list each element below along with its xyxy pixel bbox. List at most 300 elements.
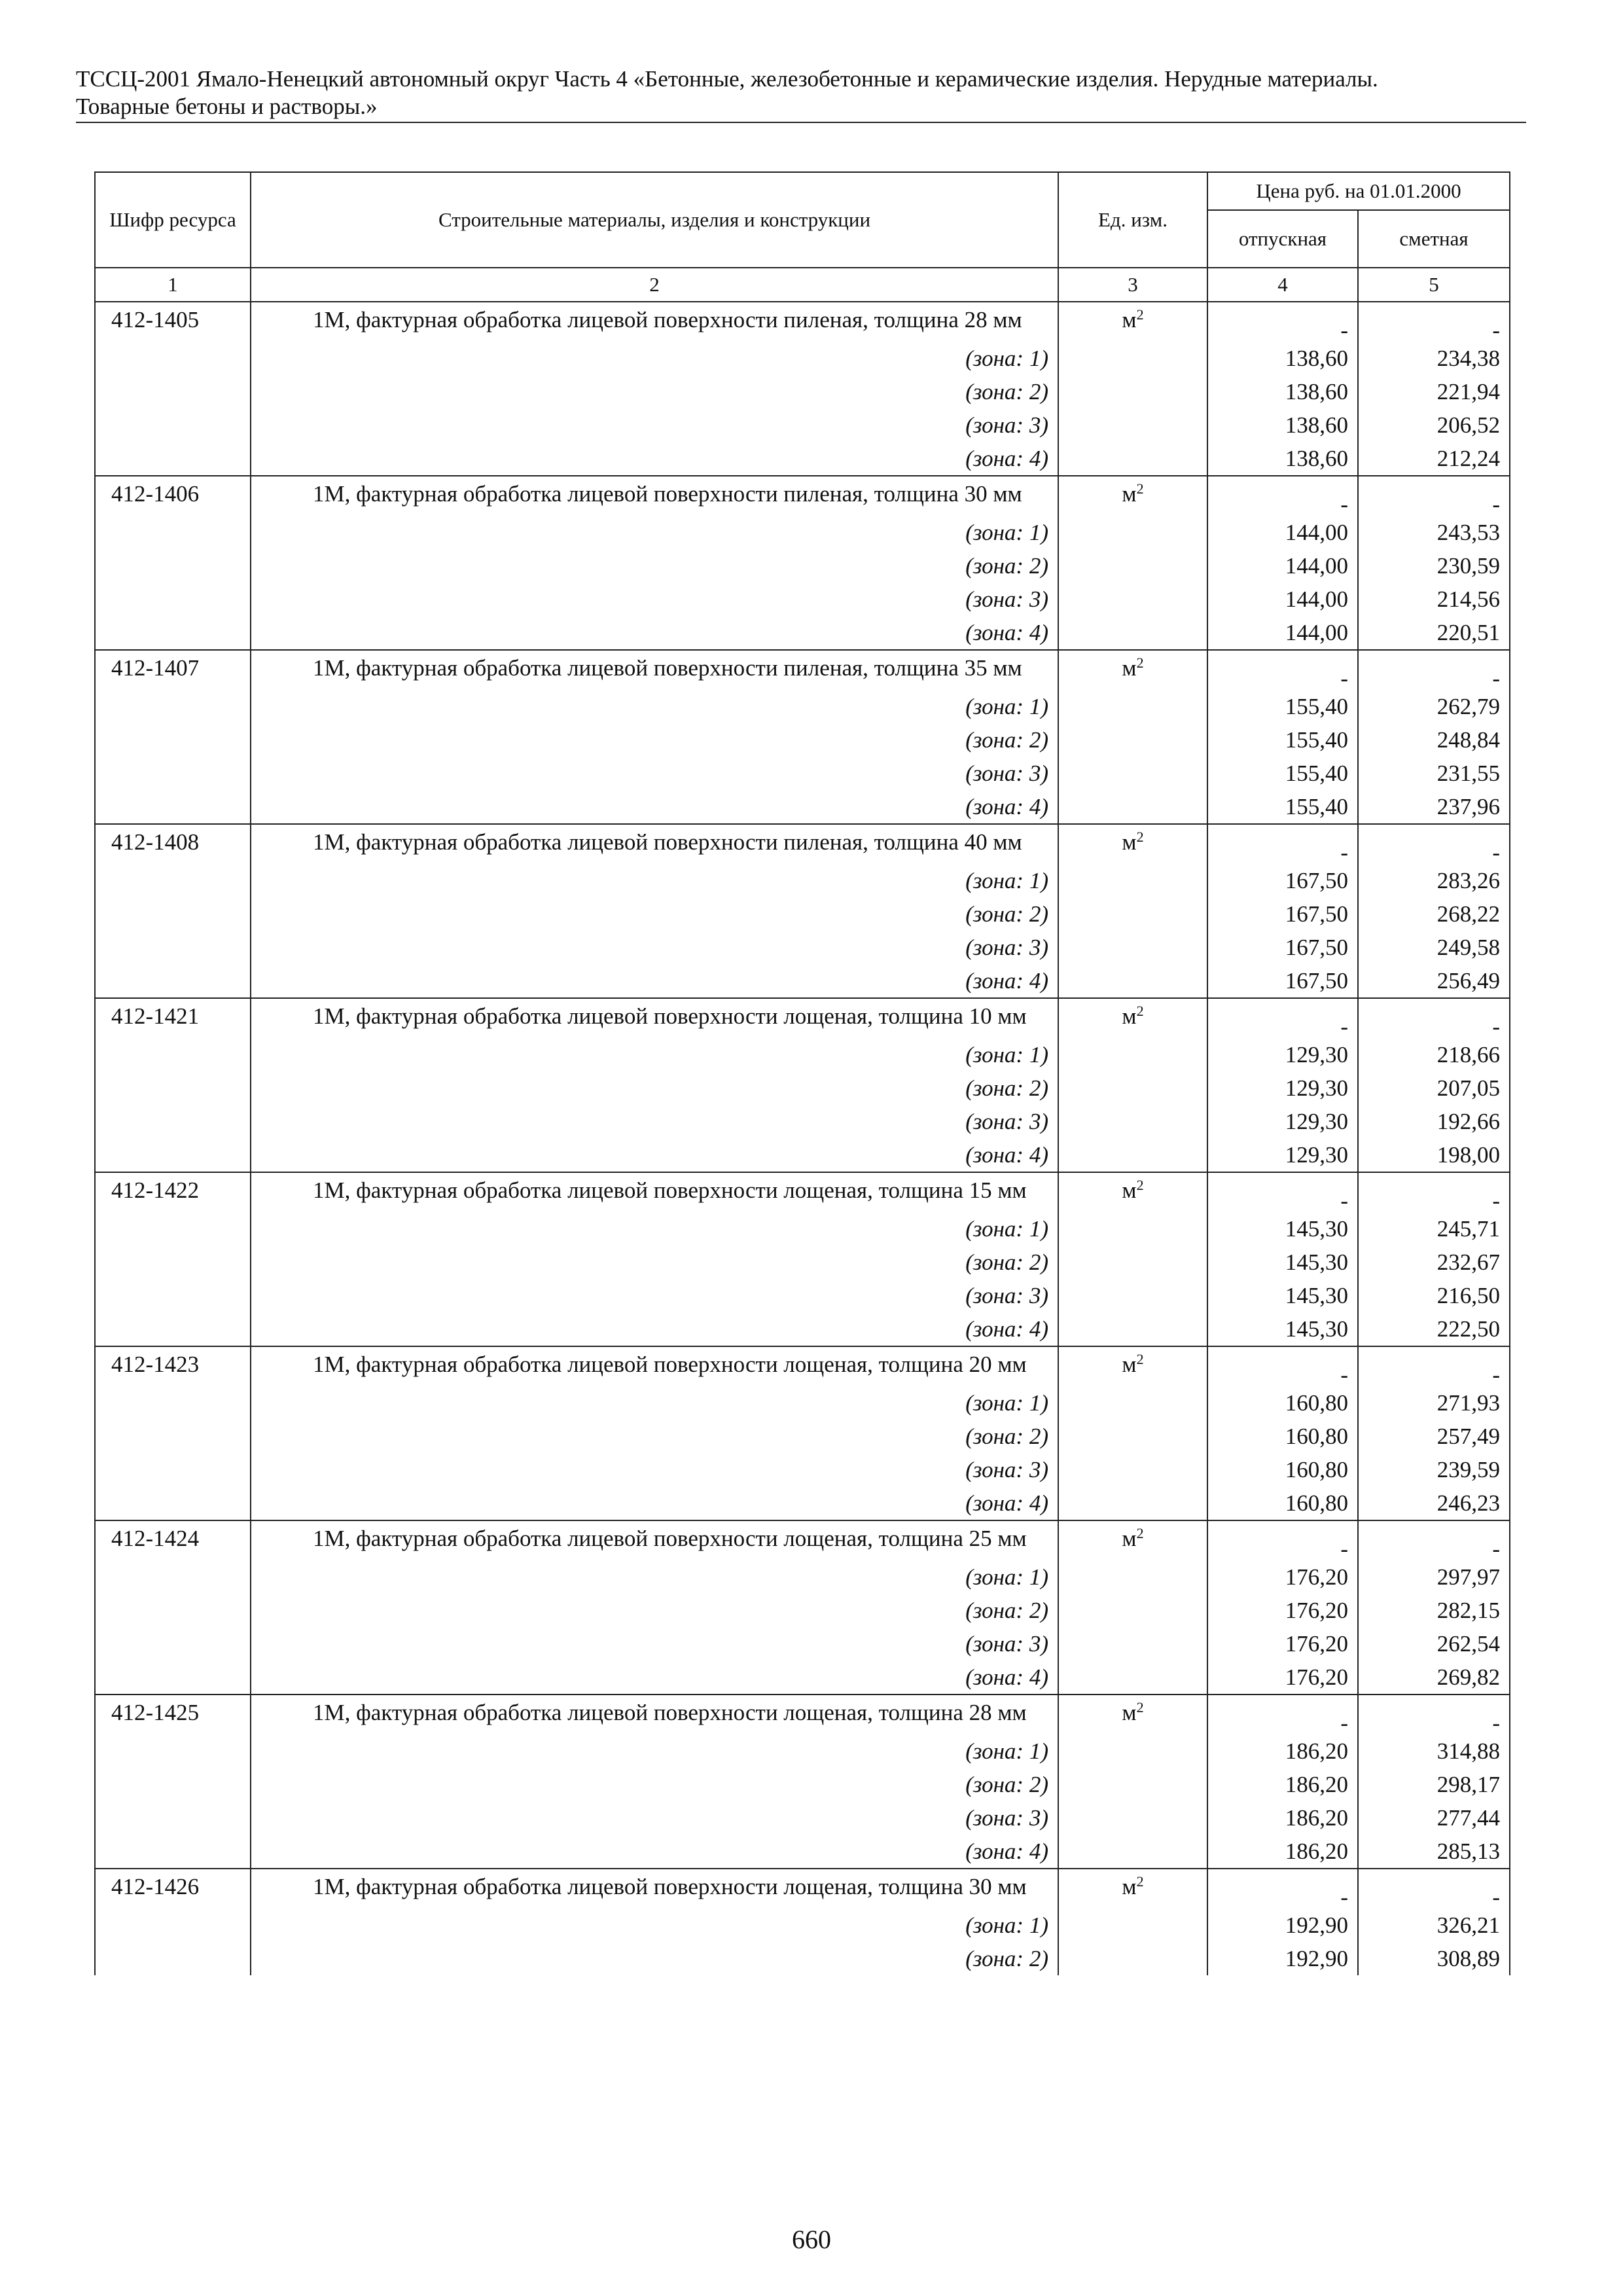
zone-code-blank (95, 1246, 251, 1279)
resource-code: 412-1407 (95, 650, 251, 690)
zone-unit-blank (1058, 1246, 1207, 1279)
zone-release-price: 145,30 (1207, 1212, 1358, 1246)
unit-base: м (1122, 481, 1137, 507)
unit-base: м (1122, 307, 1137, 332)
head-release-price: отпускная (1207, 210, 1358, 268)
unit-base: м (1122, 1700, 1137, 1725)
zone-label: (зона: 1) (251, 864, 1058, 897)
resource-row (95, 1520, 1510, 1560)
zone-label: (зона: 4) (251, 1138, 1058, 1172)
resource-name-cell (251, 1695, 1058, 1734)
zone-estimate-price: 256,49 (1358, 964, 1510, 998)
resource-code: 412-1406 (95, 476, 251, 516)
zone-release-price: 186,20 (1207, 1768, 1358, 1801)
zone-label: (зона: 1) (251, 1909, 1058, 1942)
zone-row (95, 375, 1510, 408)
zone-label: (зона: 1) (251, 690, 1058, 723)
estimate-price-blank: - (1358, 1346, 1510, 1386)
zone-label: (зона: 3) (251, 1453, 1058, 1486)
zone-release-price: 167,50 (1207, 864, 1358, 897)
zone-estimate-price: 326,21 (1358, 1909, 1510, 1942)
resource-code: 412-1422 (95, 1172, 251, 1212)
resource-code: 412-1424 (95, 1520, 251, 1560)
zone-row (95, 1942, 1510, 1975)
resource-name-cell (251, 824, 1058, 864)
estimate-price-blank: - (1358, 302, 1510, 342)
zone-label: (зона: 4) (251, 1486, 1058, 1520)
zone-row (95, 516, 1510, 549)
zone-release-price: 138,60 (1207, 375, 1358, 408)
zone-code-blank (95, 1212, 251, 1246)
price-table (94, 171, 1510, 1975)
unit-exponent: 2 (1136, 1003, 1144, 1019)
zone-code-blank (95, 790, 251, 824)
zone-row (95, 1453, 1510, 1486)
unit-base: м (1122, 655, 1137, 681)
resource-block (95, 1172, 1510, 1346)
zone-label: (зона: 4) (251, 442, 1058, 476)
zone-estimate-price: 243,53 (1358, 516, 1510, 549)
unit-cell (1058, 650, 1207, 690)
unit-cell (1058, 1520, 1207, 1560)
zone-estimate-price: 232,67 (1358, 1246, 1510, 1279)
unit-exponent: 2 (1136, 1873, 1144, 1890)
zone-label: (зона: 3) (251, 931, 1058, 964)
header-line-2: Товарные бетоны и растворы.» (76, 94, 378, 119)
resource-block (95, 1869, 1510, 1975)
zone-code-blank (95, 1942, 251, 1975)
zone-code-blank (95, 342, 251, 375)
estimate-price-blank: - (1358, 1520, 1510, 1560)
resource-name-cell (251, 1869, 1058, 1909)
zone-release-price: 129,30 (1207, 1071, 1358, 1105)
zone-release-price: 155,40 (1207, 690, 1358, 723)
zone-release-price: 167,50 (1207, 931, 1358, 964)
zone-estimate-price: 237,96 (1358, 790, 1510, 824)
zone-row (95, 1768, 1510, 1801)
resource-name: 1М, фактурная обработка лицевой поверхности лощеная, толщина 10 мм (313, 1003, 1027, 1029)
zone-code-blank (95, 1768, 251, 1801)
col-number-1: 1 (95, 268, 251, 302)
zone-unit-blank (1058, 723, 1207, 757)
unit-exponent: 2 (1136, 306, 1144, 323)
zone-label: (зона: 1) (251, 342, 1058, 375)
zone-code-blank (95, 1909, 251, 1942)
zone-release-price: 176,20 (1207, 1627, 1358, 1660)
zone-row (95, 1627, 1510, 1660)
zone-unit-blank (1058, 1734, 1207, 1768)
zone-release-price: 129,30 (1207, 1138, 1358, 1172)
zone-unit-blank (1058, 1627, 1207, 1660)
zone-row (95, 1909, 1510, 1942)
zone-estimate-price: 245,71 (1358, 1212, 1510, 1246)
zone-code-blank (95, 1138, 251, 1172)
zone-release-price: 176,20 (1207, 1660, 1358, 1695)
zone-code-blank (95, 1386, 251, 1420)
zone-code-blank (95, 408, 251, 442)
zone-code-blank (95, 757, 251, 790)
zone-unit-blank (1058, 442, 1207, 476)
zone-unit-blank (1058, 690, 1207, 723)
zone-row (95, 1105, 1510, 1138)
zone-release-price: 167,50 (1207, 964, 1358, 998)
zone-estimate-price: 231,55 (1358, 757, 1510, 790)
resource-name: 1М, фактурная обработка лицевой поверхности пиленая, толщина 28 мм (313, 307, 1022, 332)
resource-block (95, 998, 1510, 1172)
unit-cell (1058, 1172, 1207, 1212)
zone-code-blank (95, 1312, 251, 1346)
zone-unit-blank (1058, 549, 1207, 583)
zone-release-price: 138,60 (1207, 442, 1358, 476)
zone-row (95, 864, 1510, 897)
zone-row (95, 690, 1510, 723)
zone-unit-blank (1058, 1942, 1207, 1975)
zone-label: (зона: 2) (251, 1594, 1058, 1627)
zone-code-blank (95, 1560, 251, 1594)
resource-name-cell (251, 1520, 1058, 1560)
header-line-1: ТССЦ-2001 Ямало-Ненецкий автономный округ Часть 4 «Бетонные, железобетонные и керамические изделия. Нерудные материалы. (76, 66, 1378, 92)
zone-code-blank (95, 1071, 251, 1105)
zone-unit-blank (1058, 1486, 1207, 1520)
zone-estimate-price: 230,59 (1358, 549, 1510, 583)
zone-release-price: 145,30 (1207, 1312, 1358, 1346)
resource-row (95, 302, 1510, 342)
resource-name: 1М, фактурная обработка лицевой поверхности лощеная, толщина 15 мм (313, 1177, 1027, 1203)
estimate-price-blank: - (1358, 650, 1510, 690)
zone-estimate-price: 277,44 (1358, 1801, 1510, 1835)
zone-estimate-price: 282,15 (1358, 1594, 1510, 1627)
zone-unit-blank (1058, 1660, 1207, 1695)
resource-row (95, 1346, 1510, 1386)
zone-estimate-price: 271,93 (1358, 1386, 1510, 1420)
zone-row (95, 408, 1510, 442)
zone-unit-blank (1058, 1801, 1207, 1835)
zone-row (95, 442, 1510, 476)
zone-code-blank (95, 616, 251, 650)
zone-release-price: 138,60 (1207, 408, 1358, 442)
zone-release-price: 167,50 (1207, 897, 1358, 931)
zone-estimate-price: 257,49 (1358, 1420, 1510, 1453)
unit-cell (1058, 302, 1207, 342)
zone-row (95, 1835, 1510, 1869)
release-price-blank: - (1207, 650, 1358, 690)
unit-cell (1058, 1346, 1207, 1386)
zone-code-blank (95, 964, 251, 998)
zone-unit-blank (1058, 897, 1207, 931)
zone-release-price: 144,00 (1207, 516, 1358, 549)
zone-row (95, 931, 1510, 964)
resource-name: 1М, фактурная обработка лицевой поверхности лощеная, толщина 25 мм (313, 1526, 1027, 1551)
estimate-price-blank: - (1358, 1869, 1510, 1909)
unit-cell (1058, 824, 1207, 864)
resource-row (95, 998, 1510, 1038)
zone-label: (зона: 2) (251, 375, 1058, 408)
zone-row (95, 1038, 1510, 1071)
zone-estimate-price: 222,50 (1358, 1312, 1510, 1346)
zone-estimate-price: 248,84 (1358, 723, 1510, 757)
unit-cell (1058, 1695, 1207, 1734)
zone-code-blank (95, 1801, 251, 1835)
unit-exponent: 2 (1136, 655, 1144, 671)
page-number: 660 (792, 2225, 831, 2254)
zone-release-price: 155,40 (1207, 790, 1358, 824)
zone-row (95, 964, 1510, 998)
unit-base: м (1122, 1177, 1137, 1203)
zone-code-blank (95, 1420, 251, 1453)
zone-estimate-price: 221,94 (1358, 375, 1510, 408)
estimate-price-blank: - (1358, 1695, 1510, 1734)
zone-release-price: 186,20 (1207, 1835, 1358, 1869)
zone-release-price: 176,20 (1207, 1594, 1358, 1627)
resource-row (95, 476, 1510, 516)
col-number-3: 3 (1058, 268, 1207, 302)
zone-label: (зона: 2) (251, 549, 1058, 583)
unit-cell (1058, 1869, 1207, 1909)
zone-estimate-price: 198,00 (1358, 1138, 1510, 1172)
zone-row (95, 1279, 1510, 1312)
zone-label: (зона: 2) (251, 1942, 1058, 1975)
resource-name: 1М, фактурная обработка лицевой поверхности пиленая, толщина 40 мм (313, 829, 1022, 855)
zone-label: (зона: 4) (251, 790, 1058, 824)
zone-estimate-price: 285,13 (1358, 1835, 1510, 1869)
zone-label: (зона: 3) (251, 583, 1058, 616)
zone-row (95, 1660, 1510, 1695)
zone-code-blank (95, 1486, 251, 1520)
zone-code-blank (95, 1105, 251, 1138)
zone-code-blank (95, 516, 251, 549)
unit-base: м (1122, 1526, 1137, 1551)
zone-label: (зона: 1) (251, 1386, 1058, 1420)
zone-row (95, 757, 1510, 790)
zone-unit-blank (1058, 1560, 1207, 1594)
zone-estimate-price: 220,51 (1358, 616, 1510, 650)
zone-unit-blank (1058, 1038, 1207, 1071)
zone-unit-blank (1058, 757, 1207, 790)
zone-estimate-price: 249,58 (1358, 931, 1510, 964)
resource-block (95, 1695, 1510, 1869)
zone-row (95, 549, 1510, 583)
zone-unit-blank (1058, 964, 1207, 998)
release-price-blank: - (1207, 1869, 1358, 1909)
zone-row (95, 1386, 1510, 1420)
zone-release-price: 160,80 (1207, 1420, 1358, 1453)
resource-name: 1М, фактурная обработка лицевой поверхности пиленая, толщина 30 мм (313, 481, 1022, 507)
zone-estimate-price: 239,59 (1358, 1453, 1510, 1486)
zone-label: (зона: 3) (251, 408, 1058, 442)
zone-label: (зона: 3) (251, 1279, 1058, 1312)
unit-cell (1058, 998, 1207, 1038)
zone-unit-blank (1058, 616, 1207, 650)
document-header (76, 65, 1526, 120)
release-price-blank: - (1207, 1695, 1358, 1734)
zone-unit-blank (1058, 583, 1207, 616)
zone-code-blank (95, 1453, 251, 1486)
zone-label: (зона: 1) (251, 1212, 1058, 1246)
zone-unit-blank (1058, 790, 1207, 824)
zone-code-blank (95, 1279, 251, 1312)
unit-exponent: 2 (1136, 829, 1144, 845)
col-number-5: 5 (1358, 268, 1510, 302)
zone-release-price: 160,80 (1207, 1453, 1358, 1486)
zone-estimate-price: 262,79 (1358, 690, 1510, 723)
estimate-price-blank: - (1358, 476, 1510, 516)
unit-exponent: 2 (1136, 1699, 1144, 1715)
zone-row (95, 1486, 1510, 1520)
zone-row (95, 1801, 1510, 1835)
resource-block (95, 476, 1510, 650)
zone-release-price: 186,20 (1207, 1801, 1358, 1835)
zone-row (95, 1212, 1510, 1246)
zone-release-price: 138,60 (1207, 342, 1358, 375)
zone-unit-blank (1058, 1594, 1207, 1627)
zone-estimate-price: 297,97 (1358, 1560, 1510, 1594)
zone-release-price: 160,80 (1207, 1386, 1358, 1420)
unit-exponent: 2 (1136, 1525, 1144, 1541)
unit-base: м (1122, 1352, 1137, 1377)
unit-base: м (1122, 1874, 1137, 1899)
zone-code-blank (95, 1660, 251, 1695)
zone-release-price: 144,00 (1207, 616, 1358, 650)
zone-release-price: 144,00 (1207, 583, 1358, 616)
zone-release-price: 192,90 (1207, 1909, 1358, 1942)
zone-row (95, 790, 1510, 824)
resource-code: 412-1423 (95, 1346, 251, 1386)
release-price-blank: - (1207, 1172, 1358, 1212)
release-price-blank: - (1207, 1346, 1358, 1386)
zone-release-price: 129,30 (1207, 1038, 1358, 1071)
zone-label: (зона: 4) (251, 1312, 1058, 1346)
zone-estimate-price: 314,88 (1358, 1734, 1510, 1768)
zone-row (95, 1138, 1510, 1172)
resource-code: 412-1425 (95, 1695, 251, 1734)
zone-unit-blank (1058, 1386, 1207, 1420)
zone-estimate-price: 192,66 (1358, 1105, 1510, 1138)
zone-label: (зона: 3) (251, 1627, 1058, 1660)
zone-label: (зона: 4) (251, 964, 1058, 998)
zone-label: (зона: 2) (251, 1420, 1058, 1453)
zone-unit-blank (1058, 1768, 1207, 1801)
zone-estimate-price: 218,66 (1358, 1038, 1510, 1071)
zone-unit-blank (1058, 342, 1207, 375)
zone-release-price: 129,30 (1207, 1105, 1358, 1138)
resource-row (95, 1869, 1510, 1909)
estimate-price-blank: - (1358, 824, 1510, 864)
resource-name: 1М, фактурная обработка лицевой поверхности лощеная, толщина 30 мм (313, 1874, 1027, 1899)
zone-unit-blank (1058, 1105, 1207, 1138)
resource-name-cell (251, 476, 1058, 516)
zone-estimate-price: 207,05 (1358, 1071, 1510, 1105)
zone-label: (зона: 2) (251, 1071, 1058, 1105)
resource-name-cell (251, 302, 1058, 342)
zone-label: (зона: 3) (251, 1105, 1058, 1138)
resource-name: 1М, фактурная обработка лицевой поверхности лощеная, толщина 28 мм (313, 1700, 1027, 1725)
zone-unit-blank (1058, 1909, 1207, 1942)
zone-code-blank (95, 1594, 251, 1627)
resource-name-cell (251, 1172, 1058, 1212)
zone-unit-blank (1058, 1212, 1207, 1246)
zone-row (95, 1312, 1510, 1346)
resource-block (95, 1346, 1510, 1520)
zone-code-blank (95, 1038, 251, 1071)
release-price-blank: - (1207, 998, 1358, 1038)
zone-code-blank (95, 1734, 251, 1768)
resource-block (95, 824, 1510, 998)
zone-row (95, 616, 1510, 650)
zone-unit-blank (1058, 1071, 1207, 1105)
zone-label: (зона: 2) (251, 897, 1058, 931)
zone-unit-blank (1058, 1420, 1207, 1453)
col-number-4: 4 (1207, 268, 1358, 302)
header-rule (76, 122, 1526, 123)
zone-unit-blank (1058, 516, 1207, 549)
zone-unit-blank (1058, 1835, 1207, 1869)
head-name: Строительные материалы, изделия и конструкции (251, 172, 1058, 268)
release-price-blank: - (1207, 302, 1358, 342)
zone-label: (зона: 1) (251, 1038, 1058, 1071)
zone-label: (зона: 2) (251, 1768, 1058, 1801)
resource-block (95, 1520, 1510, 1695)
zone-row (95, 897, 1510, 931)
resource-block (95, 302, 1510, 476)
zone-release-price: 160,80 (1207, 1486, 1358, 1520)
zone-row (95, 1560, 1510, 1594)
zone-label: (зона: 2) (251, 723, 1058, 757)
zone-estimate-price: 234,38 (1358, 342, 1510, 375)
zone-code-blank (95, 375, 251, 408)
col-number-2: 2 (251, 268, 1058, 302)
zone-code-blank (95, 931, 251, 964)
zone-unit-blank (1058, 1138, 1207, 1172)
resource-code: 412-1405 (95, 302, 251, 342)
resource-name: 1М, фактурная обработка лицевой поверхности пиленая, толщина 35 мм (313, 655, 1022, 681)
resource-code: 412-1408 (95, 824, 251, 864)
resource-name-cell (251, 998, 1058, 1038)
zone-row (95, 1594, 1510, 1627)
zone-row (95, 1071, 1510, 1105)
resource-code: 412-1421 (95, 998, 251, 1038)
zone-label: (зона: 4) (251, 1660, 1058, 1695)
zone-label: (зона: 3) (251, 757, 1058, 790)
zone-code-blank (95, 583, 251, 616)
zone-label: (зона: 1) (251, 516, 1058, 549)
zone-release-price: 155,40 (1207, 723, 1358, 757)
resource-block (95, 650, 1510, 824)
zone-code-blank (95, 1627, 251, 1660)
zone-row (95, 342, 1510, 375)
unit-cell (1058, 476, 1207, 516)
zone-code-blank (95, 723, 251, 757)
unit-exponent: 2 (1136, 1177, 1144, 1193)
resource-name-cell (251, 1346, 1058, 1386)
zone-code-blank (95, 864, 251, 897)
zone-unit-blank (1058, 931, 1207, 964)
zone-code-blank (95, 690, 251, 723)
estimate-price-blank: - (1358, 1172, 1510, 1212)
release-price-blank: - (1207, 1520, 1358, 1560)
resource-row (95, 1695, 1510, 1734)
zone-release-price: 145,30 (1207, 1246, 1358, 1279)
zone-release-price: 145,30 (1207, 1279, 1358, 1312)
resource-name-cell (251, 650, 1058, 690)
unit-exponent: 2 (1136, 1351, 1144, 1367)
head-unit: Ед. изм. (1058, 172, 1207, 268)
unit-base: м (1122, 829, 1137, 855)
release-price-blank: - (1207, 824, 1358, 864)
head-price-group: Цена руб. на 01.01.2000 (1207, 172, 1510, 210)
zone-release-price: 192,90 (1207, 1942, 1358, 1975)
zone-estimate-price: 212,24 (1358, 442, 1510, 476)
resource-code: 412-1426 (95, 1869, 251, 1909)
